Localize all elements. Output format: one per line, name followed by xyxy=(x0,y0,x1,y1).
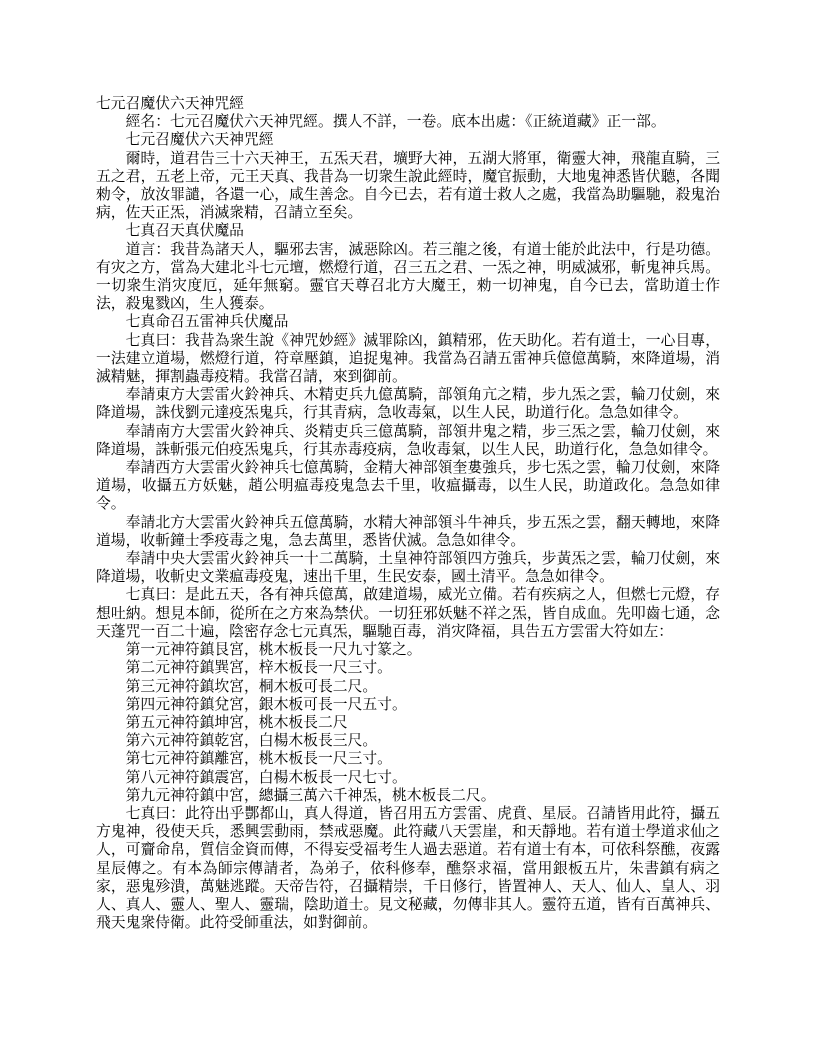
talisman-line-5: 第五元神符鎮坤宮，桃木板長二尺 xyxy=(125,713,348,731)
paragraph-west-invocation: 奉請西方大雲雷火鈴神兵七億萬騎，金精大神部領奎婁強兵，步七炁之雲，輪刀仗劍，來降道場，收攝五方妖魅，趙公明瘟毒疫鬼急去千里，收瘟攝毒，以生人民，助道政化。急急如律令。 xyxy=(96,459,720,513)
talisman-line-3: 第三元神符鎮坎宮，桐木板可長二尺。 xyxy=(125,677,378,695)
talisman-line-7: 第七元神符鎮離宮，桃木板長一尺三寸。 xyxy=(125,750,392,768)
talisman-line-4: 第四元神符鎮兌宮，銀木板可長一尺五寸。 xyxy=(125,695,407,713)
talisman-line-9: 第九元神符鎮中宮，總攝三萬六千神炁，桃木板長二尺。 xyxy=(125,786,496,804)
paragraph-closing: 七真曰：此符出乎酆都山，真人得道，皆召用五方雲雷、虎賁、星辰。召請皆用此符，攝五方鬼神，役使天兵，悉興雲動雨，禁戒惡魔。此符藏八天雲崖，和天靜地。若有道士學道求仙之人，可齎命帛，質信金資而傳，不得妄受福考生人過去惡道。若有道士有本，可依科祭醮，夜露星辰傳之。有本為師宗傳請者，為弟子，依科修奉，醮祭求福，當用銀板五片，朱書鎮有病之家，惡鬼殄潰，萬魅逃蹤。天帝告符，召攝精崇，千日修行，皆置神人、天人、仙人、皇人、羽人、真人、靈人、聖人、靈瑞，陰助道士。見文秘藏，勿傳非其人。靈符五道，皆有百萬神兵、飛天鬼衆侍衛。此符受師重法，如對御前。 xyxy=(96,804,720,932)
page-title: 七元召魔伏六天神咒經 xyxy=(96,95,244,112)
meta-line: 經名：七元召魔伏六天神咒經。撰人不詳，一卷。底本出處：《正統道藏》正一部。 xyxy=(125,113,666,131)
paragraph-north-invocation: 奉請北方大雲雷火鈴神兵五億萬騎，水精大神部領斗牛神兵，步五炁之雲，翻天轉地，來降道場，收斬鐘士季疫毒之鬼，急去萬里，悉皆伏滅。急急如律令。 xyxy=(96,513,720,549)
paragraph-summon-truth: 道言：我昔為諸天人，驅邪去害，滅惡除凶。若三龍之後，有道士能於此法中，行是功德。有灾之方，當為大建北斗七元壇，燃燈行道，召三五之君、一炁之神，明威滅邪，斬鬼神兵馬。一切衆生消灾度厄，延年無窮。靈官天尊召北方大魔王，勑一切神鬼，自今已去，當助道士作法，殺鬼戮凶，生人獲泰。 xyxy=(96,240,720,313)
document-page xyxy=(96,95,720,932)
talisman-line-2: 第二元神符鎮巽宮，梓木板長一尺三寸。 xyxy=(125,659,392,677)
paragraph-opening: 爾時，道君告三十六天神王，五炁天君，壙野大神，五湖大將軍，衛靈大神，飛龍直騎，三五之君，五老上帝，元王天真、我昔為一切衆生說此經時，魔官振動，大地鬼神悉皆伏聽，各聞勑令，放汝罪譴，各還一心，咸生善念。自今已去，若有道士救人之處，我當為助驅馳，殺鬼治病，佐天正炁，消滅衆精，召請立至矣。 xyxy=(96,149,720,222)
paragraph-thunder-troops: 七真曰：我昔為衆生說《神咒妙經》滅罪除凶，鎮精邪，佐天助化。若有道士，一心目專，一法建立道場，燃燈行道，符章壓鎮，追捉鬼神。我當為召請五雷神兵億億萬騎，來降道場，消滅精魅，揮割蟲毒疫精。我當召請，來到御前。 xyxy=(96,331,720,386)
paragraph-east-invocation: 奉請東方大雲雷火鈴神兵、木精吏兵九億萬騎，部領角亢之精，步九炁之雲，輪刀仗劍，來降道場，誅伐劉元達疫炁鬼兵，行其青病，急收毒氣，以生人民，助道行化。急急如律令。 xyxy=(96,386,720,422)
scripture-title: 七元召魔伏六天神咒經 xyxy=(125,131,274,149)
paragraph-center-invocation: 奉請中央大雲雷火鈴神兵一十二萬騎，土皇神符部領四方強兵，步黃炁之雲，輪刀仗劍，來降道場，收斬史文業瘟毒疫鬼，速出千里，生民安泰，國土清平。急急如律令。 xyxy=(96,550,720,586)
paragraph-south-invocation: 奉請南方大雲雷火鈴神兵、炎精吏兵三億萬騎，部領井鬼之精，步三炁之雲，輪刀仗劍，來降道場，誅斬張元伯疫炁鬼兵，行其赤毒疫病，急收毒氣，以生人民，助道行化，急急如律令。 xyxy=(96,422,720,458)
section-heading-summon-truth: 七真召天真伏魔品 xyxy=(125,222,244,240)
section-heading-thunder-troops: 七真命召五雷神兵伏魔品 xyxy=(125,313,289,331)
talisman-line-6: 第六元神符鎮乾宮，白楊木板長三尺。 xyxy=(125,732,378,750)
talisman-line-1: 第一元神符鎮艮宮，桃木板長一尺九寸篆之。 xyxy=(125,641,422,659)
talisman-line-8: 第八元神符鎮震宮，白楊木板長一尺七寸。 xyxy=(125,768,407,786)
paragraph-five-heavens: 七真曰：是此五天，各有神兵億萬，啟建道場，威光立備。若有疾病之人，但燃七元燈，存想吐納。想見本師，從所在之方來為禁伏。一切狂邪妖魅不祥之炁，皆自成血。先叩齒七通，念天蓬咒一百二十遍，陰密存念七元真炁，驅馳百毒，消灾降福，具告五方雲雷大符如左： xyxy=(96,586,720,640)
